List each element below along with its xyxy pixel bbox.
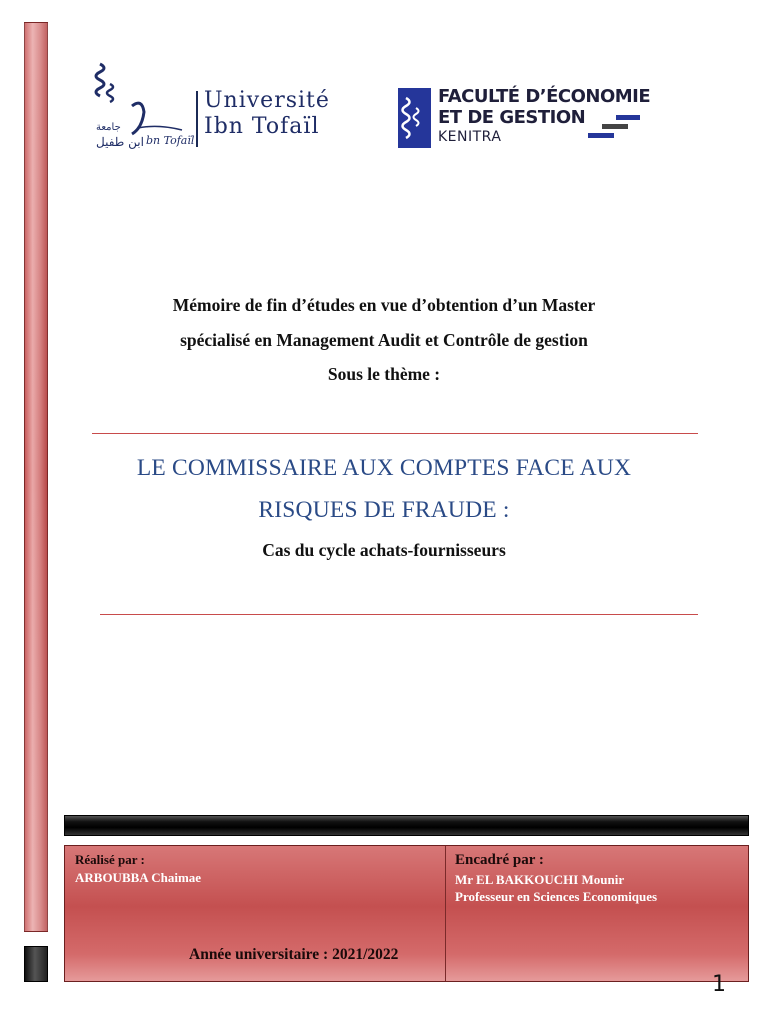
encadre-label: Encadré par :: [455, 852, 544, 868]
left-decorative-bar: [24, 22, 48, 932]
faculty-logo: [398, 86, 651, 150]
page-number: 1: [712, 972, 726, 997]
faculty-city: KENITRA: [438, 129, 502, 145]
faculty-name-line1: FACULTÉ D’ÉCONOMIE: [438, 86, 651, 107]
info-column-divider: [445, 846, 446, 981]
faculty-stripe-3: [588, 133, 614, 138]
faculty-stripe-2: [602, 124, 628, 129]
bottom-divider: [100, 614, 698, 615]
university-name: [204, 88, 330, 140]
university-logo: [92, 58, 352, 154]
realise-name: ARBOUBBA Chaimae: [75, 870, 202, 885]
subtitle: Cas du cycle achats-fournisseurs: [262, 540, 506, 560]
encadre-name: Mr EL BAKKOUCHI Mounir: [455, 872, 625, 887]
university-name-line1: Université: [204, 88, 330, 113]
faculty-stripe-1: [616, 115, 640, 120]
intro-line-1: Mémoire de fin d’études en vue d’obtention d’un Master: [172, 295, 596, 315]
svg-text:جامعة: جامعة: [96, 122, 121, 133]
left-dark-square: [24, 946, 48, 982]
svg-text:ابن طفيل: ابن طفيل: [96, 135, 144, 149]
intro-line-2: spécialisé en Management Audit et Contrôle de gestion: [180, 330, 588, 350]
realise-label: Réalisé par :: [75, 852, 145, 867]
top-divider: [92, 433, 698, 434]
ibn-tofail-emblem-icon: [92, 58, 202, 154]
encadre-role: Professeur en Sciences Economiques: [455, 889, 658, 904]
faculty-name-line2: ET DE GESTION: [438, 107, 586, 128]
main-title-line-1: LE COMMISSAIRE AUX COMPTES FACE AUX: [136, 455, 632, 481]
faculty-emblem-icon: [398, 88, 431, 148]
academic-year: Année universitaire : 2021/2022: [189, 946, 399, 963]
intro-line-3: Sous le thème :: [327, 364, 441, 384]
main-title-line-2: RISQUES DE FRAUDE :: [258, 497, 510, 523]
university-name-line2: Ibn Tofaïl: [204, 114, 320, 139]
dark-separator-bar: [64, 815, 749, 836]
svg-text:bn Tofaïl: bn Tofaïl: [146, 134, 195, 147]
logo-divider: [196, 91, 198, 147]
info-table: [64, 845, 749, 982]
